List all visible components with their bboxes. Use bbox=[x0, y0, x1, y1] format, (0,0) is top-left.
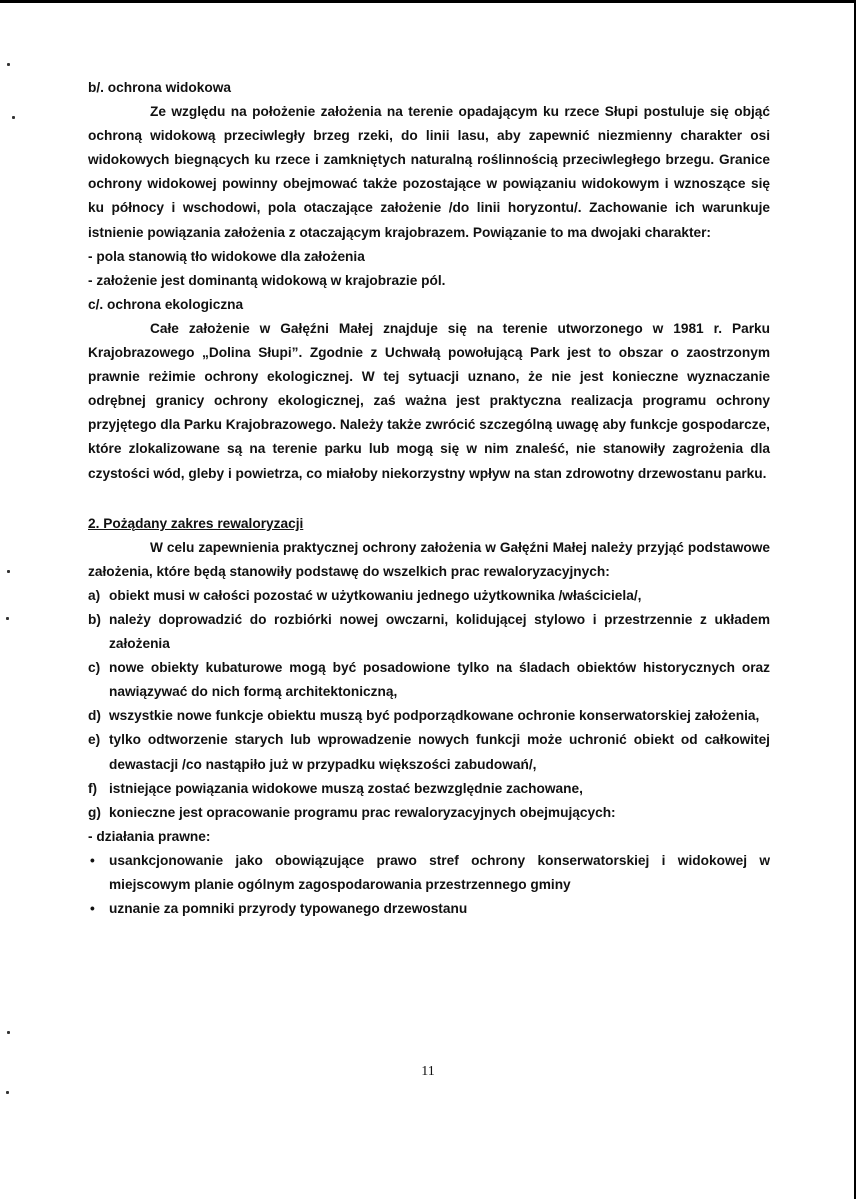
list-item-text: nowe obiekty kubaturowe mogą być posadowione tylko na śladach obiektów historycznych oraz nawiązywać do nich formą architektoniczną, bbox=[109, 660, 770, 700]
bullet-icon: • bbox=[90, 852, 95, 868]
legal-actions-heading: - działania prawne: bbox=[88, 828, 211, 844]
bullet-item bbox=[88, 897, 770, 921]
list-item-b bbox=[88, 608, 770, 656]
section-b-paragraph: Ze względu na położenie założenia na terenie opadającym ku rzece Słupi postuluje się objąć ochroną widokową przeciwległy brzeg rzeki, do linii lasu, aby zapewnić niezmienny charakter osi widokowych biegnących ku rzece i zamkniętych naturalną roślinnością przeciwległego brzegu. Granice ochrony widokowej powinny obejmować także pozostające w powiązaniu widokowym i wznoszące się ku północy i wschodowi, pola otaczające założenie /do linii horyzontu/. Zachowanie ich warunkuje istnienie powiązania założenia z otaczającym krajobrazem. Powiązanie to ma dwojaki charakter: bbox=[88, 104, 770, 240]
list-item-text: wszystkie nowe funkcje obiektu muszą być podporządkowane ochronie konserwatorskiej założenia, bbox=[109, 708, 760, 724]
dash-item: - założenie jest dominantą widokową w krajobrazie pól. bbox=[88, 272, 446, 288]
scan-speck bbox=[7, 570, 10, 573]
list-item-label: e) bbox=[88, 732, 101, 748]
list-item-f bbox=[88, 777, 770, 801]
list-item-text: konieczne jest opracowanie programu prac rewaloryzacyjnych obejmujących: bbox=[109, 804, 616, 820]
list-item-d bbox=[88, 704, 770, 728]
scan-speck bbox=[7, 1031, 10, 1034]
section-b-heading: b/. ochrona widokowa bbox=[88, 80, 231, 95]
list-item-label: d) bbox=[88, 708, 101, 724]
list-item-text: obiekt musi w całości pozostać w użytkowaniu jednego użytkownika /właściciela/, bbox=[109, 587, 642, 603]
section-c-heading: c/. ochrona ekologiczna bbox=[88, 296, 244, 312]
dash-item: - pola stanowią tło widokowe dla założenia bbox=[88, 248, 365, 264]
bullet-icon: • bbox=[90, 901, 95, 917]
list-item-label: a) bbox=[88, 587, 101, 603]
section-gap bbox=[88, 486, 770, 512]
bullet-text: usankcjonowanie jako obowiązujące prawo stref ochrony konserwatorskiej i widokowej w miejscowym planie ogólnym zagospodarowania przestrzennego gminy bbox=[109, 852, 770, 892]
scan-speck bbox=[12, 116, 15, 119]
page-top-border bbox=[0, 0, 856, 3]
scan-speck bbox=[7, 63, 10, 66]
document-page bbox=[88, 76, 770, 921]
list-item-text: istniejące powiązania widokowe muszą zostać bezwzględnie zachowane, bbox=[109, 780, 583, 796]
list-item-label: b) bbox=[88, 611, 101, 627]
section-2-heading: 2. Pożądany zakres rewaloryzacji bbox=[88, 515, 304, 531]
list-item-text: tylko odtworzenie starych lub wprowadzenie nowych funkcji może uchronić obiekt od całkowitej dewastacji /co nastąpiło już w przypadku większości zabudowań/, bbox=[109, 732, 770, 772]
scan-speck bbox=[6, 1091, 9, 1094]
list-item-g bbox=[88, 801, 770, 825]
section-2-paragraph: W celu zapewnienia praktycznej ochrony założenia w Gałęźni Małej należy przyjąć podstawowe założenia, które będą stanowiły podstawę do wszelkich prac rewaloryzacyjnych: bbox=[88, 539, 770, 579]
list-item-c bbox=[88, 656, 770, 704]
section-c-paragraph: Całe założenie w Gałęźni Małej znajduje się na terenie utworzonego w 1981 r. Parku Krajobrazowego „Dolina Słupi”. Zgodnie z Uchwałą powołującą Park jest to obszar o zaostrzonym prawnie reżimie ochrony ekologicznej. W tej sytuacji uznano, że nie jest konieczne wyznaczanie odrębnej granicy ochrony ekologicznej, zaś ważna jest praktyczna realizacja programu ochrony przyjętego dla Parku Krajobrazowego. Należy także zwrócić szczególną uwagę aby funkcje gospodarcze, które zlokalizowane są na terenie parku lub mogą się w nim znaleść, nie stanowiły zagrożenia dla czystości wód, gleby i powietrza, co miałoby niekorzystny wpływ na stan zdrowotny drzewostanu parku. bbox=[88, 320, 770, 481]
bullet-text: uznanie za pomniki przyrody typowanego drzewostanu bbox=[109, 901, 468, 917]
list-item-label: f) bbox=[88, 780, 98, 796]
list-item-a bbox=[88, 584, 770, 608]
page-number: 11 bbox=[421, 1064, 435, 1079]
scan-speck bbox=[6, 617, 9, 620]
list-item-e bbox=[88, 728, 770, 776]
bullet-item bbox=[88, 849, 770, 897]
list-item-label: g) bbox=[88, 804, 101, 820]
list-item-label: c) bbox=[88, 660, 101, 676]
list-item-text: należy doprowadzić do rozbiórki nowej owczarni, kolidującej stylowo i przestrzennie z układem założenia bbox=[109, 611, 770, 652]
